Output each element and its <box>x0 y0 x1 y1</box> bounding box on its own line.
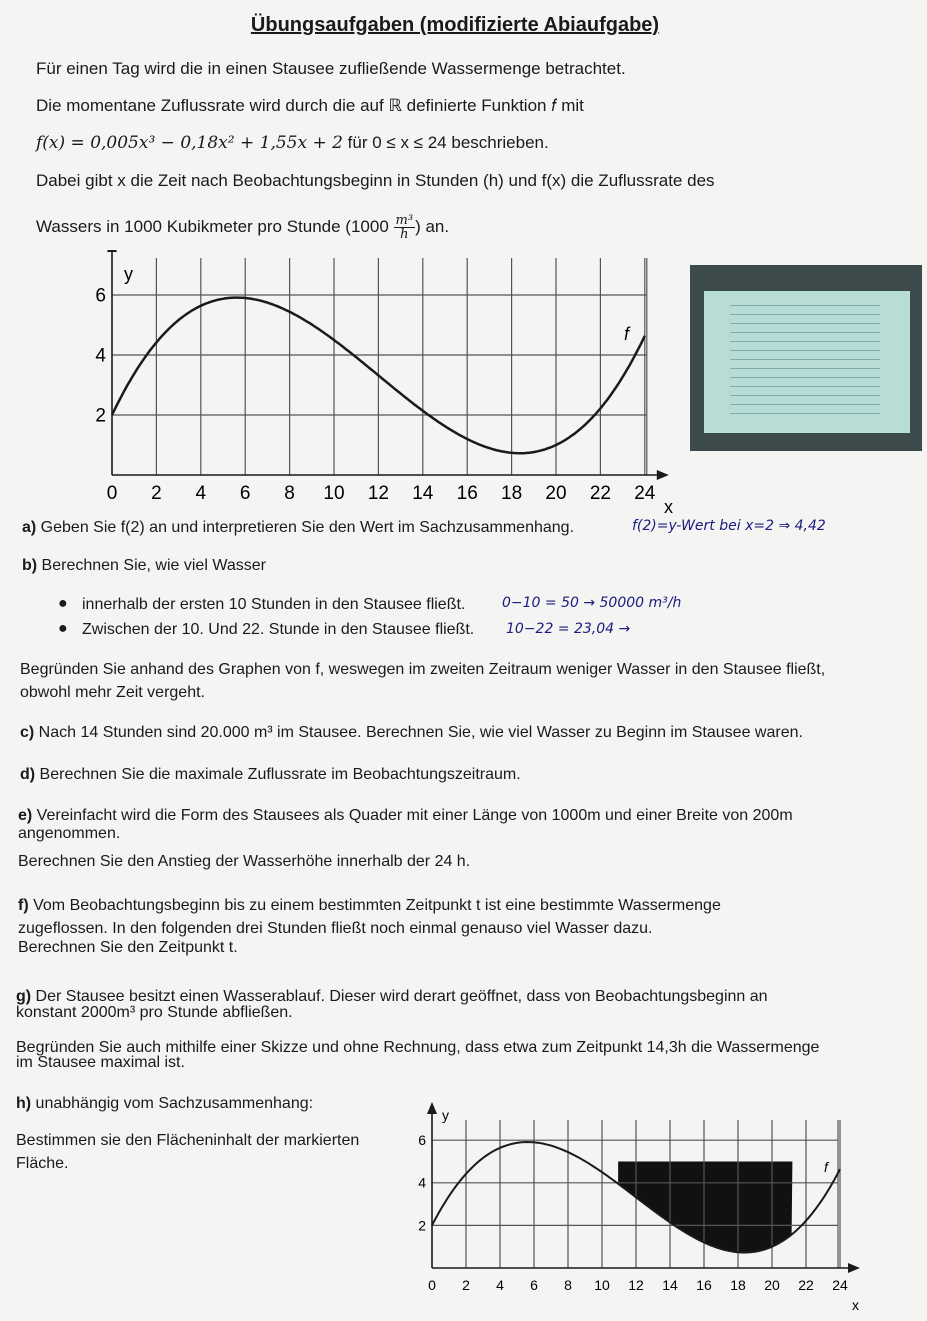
bullet-dot-1: ● <box>58 595 68 612</box>
area-x-ticks <box>428 1277 848 1293</box>
small-x-tick-12: 12 <box>628 1277 644 1293</box>
area-graph <box>400 1100 870 1315</box>
area-x-label: x <box>852 1297 859 1313</box>
task-g-label: g) <box>16 988 32 1005</box>
main-x-tick-14: 14 <box>412 483 434 504</box>
area-curve-label: f <box>824 1159 828 1175</box>
task-f-label: f) <box>18 897 29 914</box>
task-h-task-2: Fläche. <box>16 1155 69 1172</box>
task-h <box>16 1093 313 1115</box>
small-x-tick-0: 0 <box>428 1277 436 1293</box>
task-a-label: a) <box>22 519 37 536</box>
whiteboard-notes <box>730 305 880 415</box>
task-g-text-1: Der Stausee besitzt einen Wasserablauf. Dieser wird derart geöffnet, dass von Beobachtungsbeginn an <box>31 988 768 1005</box>
task-e-text-3: Berechnen Sie den Anstieg der Wasserhöhe innerhalb der 24 h. <box>18 853 471 870</box>
unit-suffix: ) an. <box>415 216 450 236</box>
small-x-tick-10: 10 <box>594 1277 610 1293</box>
main-x-tick-18: 18 <box>501 483 523 504</box>
intro-line-2: Die momentane Zuflussrate wird durch die auf ℝ definierte Funktion 𝑓 mit <box>36 96 584 115</box>
task-b <box>22 555 266 577</box>
whiteboard-photo <box>690 265 922 451</box>
task-f <box>18 895 721 917</box>
main-x-tick-22: 22 <box>589 483 611 504</box>
small-x-tick-8: 8 <box>564 1277 572 1293</box>
task-h-text: unabhängig vom Sachzusammenhang: <box>31 1095 314 1112</box>
task-c-label: c) <box>20 724 35 741</box>
task-e-text-1: Vereinfacht wird die Form des Stausees als Quader mit einer Länge von 1000m und einer Breite von 200m <box>32 807 793 824</box>
small-x-tick-14: 14 <box>662 1277 678 1293</box>
main-x-tick-20: 20 <box>545 483 567 504</box>
intro-line-3 <box>36 132 549 154</box>
task-a <box>22 517 574 539</box>
small-y-tick-2: 2 <box>418 1217 426 1234</box>
task-d-text: Berechnen Sie die maximale Zuflussrate im Beobachtungszeitraum. <box>35 766 521 783</box>
task-b-bullet-1: innerhalb der ersten 10 Stunden in den Stausee fließt. <box>82 596 466 613</box>
main-x-tick-10: 10 <box>323 483 345 504</box>
main-x-tick-8: 8 <box>284 483 295 504</box>
task-g-text-3: Begründen Sie auch mithilfe einer Skizze und ohne Rechnung, dass etwa zum Zeitpunkt 14,3h die Wassermenge <box>16 1039 820 1056</box>
task-b-reason-2: obwohl mehr Zeit vergeht. <box>20 684 205 701</box>
task-a-text: Geben Sie f(2) an und interpretieren Sie den Wert im Sachzusammenhang. <box>36 519 575 536</box>
main-x-ticks <box>107 483 656 504</box>
main-x-label: x <box>664 497 673 517</box>
unit-fraction <box>394 214 416 241</box>
main-x-tick-0: 0 <box>106 483 118 504</box>
small-x-tick-16: 16 <box>696 1277 712 1293</box>
main-y-arrow-icon <box>107 250 117 252</box>
page-title: Übungsaufgaben (modifizierte Abiaufgabe) <box>250 14 660 36</box>
area-y-ticks <box>418 1132 426 1233</box>
main-x-arrow-icon <box>657 470 669 480</box>
small-x-tick-2: 2 <box>462 1277 470 1293</box>
small-x-tick-22: 22 <box>798 1277 814 1293</box>
task-b-handwritten-note-2: 10−22 = 23,04 → <box>506 621 631 637</box>
main-y-tick-4: 4 <box>95 345 106 367</box>
task-h-label: h) <box>16 1095 32 1112</box>
task-d-label: d) <box>20 766 36 783</box>
task-d <box>20 764 521 786</box>
intro-line-1: Für einen Tag wird die in einen Stausee zufließende Wassermenge betrachtet. <box>36 59 626 78</box>
main-x-tick-6: 6 <box>239 483 251 504</box>
task-c <box>20 722 803 744</box>
task-b-text: Berechnen Sie, wie viel Wasser <box>37 557 266 574</box>
main-x-tick-12: 12 <box>367 483 389 504</box>
task-e <box>18 805 793 827</box>
task-b-label: b) <box>22 557 38 574</box>
area-y-label: y <box>442 1107 449 1123</box>
small-y-tick-6: 6 <box>418 1132 426 1149</box>
task-b-reason-1: Begründen Sie anhand des Graphen von f, weswegen im zweiten Zeitraum weniger Wasser in den Stausee fließt, <box>20 661 826 678</box>
main-x-tick-2: 2 <box>151 483 162 504</box>
task-e-text-2: angenommen. <box>18 825 121 842</box>
intro-line-5 <box>36 214 449 241</box>
bullet-dot-2: ● <box>58 620 68 637</box>
task-g-text-2: konstant 2000m³ pro Stunde abfließen. <box>16 1004 293 1021</box>
main-x-tick-16: 16 <box>456 483 478 504</box>
main-y-ticks <box>95 286 106 427</box>
task-h-task-1: Bestimmen sie den Flächeninhalt der markierten <box>16 1132 360 1149</box>
unit-prefix: Wassers in 1000 Kubikmeter pro Stunde (1000 <box>36 216 389 236</box>
function-formula: f(x) = 0,005x³ − 0,18x² + 1,55x + 2 <box>36 133 343 153</box>
main-grid <box>107 250 669 480</box>
small-y-tick-4: 4 <box>418 1174 426 1191</box>
task-a-handwritten-note: f(2)=y-Wert bei x=2 ⇒ 4,42 <box>632 518 826 534</box>
small-x-tick-20: 20 <box>764 1277 780 1293</box>
main-x-tick-24: 24 <box>634 483 656 504</box>
small-y-arrow-icon <box>427 1102 437 1114</box>
small-x-arrow-icon <box>848 1263 860 1273</box>
main-y-label: y <box>124 264 133 284</box>
task-f-text-3: Berechnen Sie den Zeitpunkt t. <box>18 939 238 956</box>
task-g-text-4: im Stausee maximal ist. <box>16 1054 185 1071</box>
unit-denominator: h <box>400 227 409 242</box>
task-f-text-1: Vom Beobachtungsbeginn bis zu einem bestimmten Zeitpunkt t ist eine bestimmte Wassermenge <box>28 897 721 914</box>
task-c-text: Nach 14 Stunden sind 20.000 m³ im Stausee. Berechnen Sie, wie viel Wasser zu Beginn im Stausee waren. <box>34 724 803 741</box>
task-f-text-2: zugeflossen. In den folgenden drei Stunden fließt noch einmal genauso viel Wasser dazu. <box>18 920 653 937</box>
task-e-label: e) <box>18 807 33 824</box>
marked-area <box>618 1162 792 1253</box>
task-b-bullet-2: Zwischen der 10. Und 22. Stunde in den Stausee fließt. <box>82 621 475 638</box>
main-curve-label: f <box>624 324 630 344</box>
main-graph <box>80 250 690 520</box>
small-x-tick-24: 24 <box>832 1277 848 1293</box>
small-x-tick-6: 6 <box>530 1277 538 1293</box>
formula-domain: für 0 ≤ x ≤ 24 beschrieben. <box>342 133 549 152</box>
main-y-tick-2: 2 <box>95 405 106 427</box>
unit-numerator: m³ <box>395 213 414 228</box>
main-y-tick-6: 6 <box>95 285 106 307</box>
task-b-handwritten-note-1: 0−10 = 50 → 50000 m³/h <box>502 595 682 611</box>
main-x-tick-4: 4 <box>195 483 207 504</box>
intro-line-4: Dabei gibt x die Zeit nach Beobachtungsbeginn in Stunden (h) und f(x) die Zuflussrate des <box>36 171 715 190</box>
small-x-tick-18: 18 <box>730 1277 746 1293</box>
small-x-tick-4: 4 <box>496 1277 504 1293</box>
